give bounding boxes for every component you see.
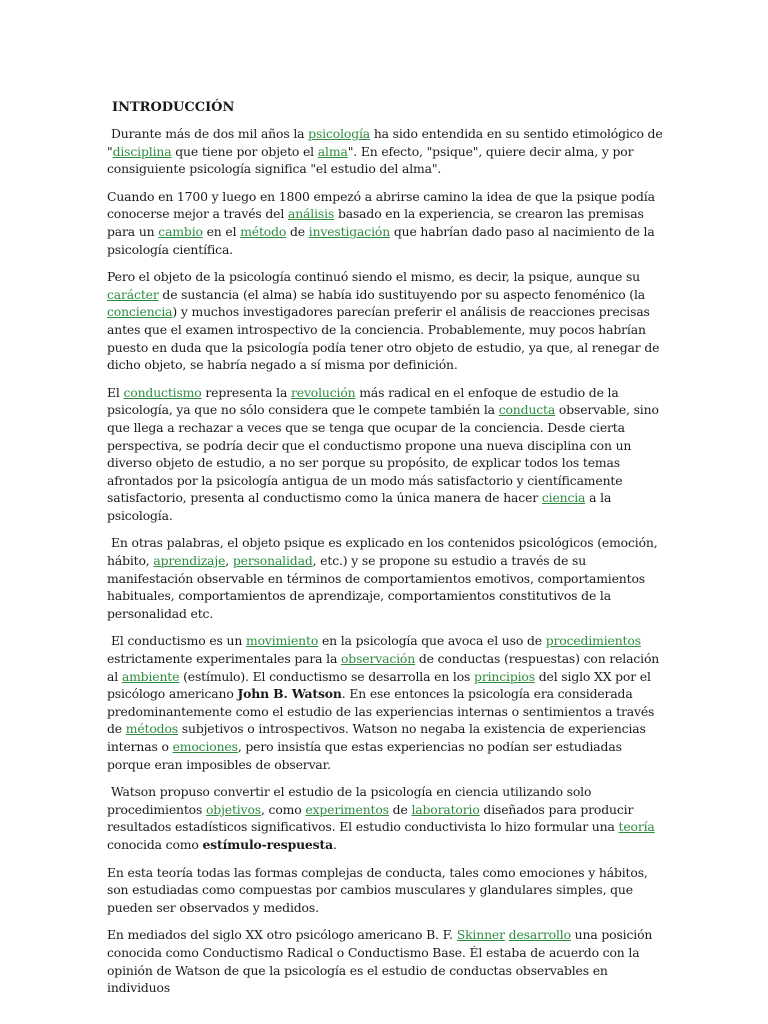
text-run: En mediados del siglo XX otro psicólogo americano B. F.: [107, 927, 457, 943]
link-cambio[interactable]: cambio: [158, 223, 203, 239]
text-run: , etc.) y se propone su estudio a través de su manifestación observable en términos de comportamientos emotivos, comportamientos habituales, comportamientos de aprendizaje, comportamientos constitutivos de la personalidad etc.: [107, 553, 645, 621]
link-investigacion[interactable]: investigación: [308, 223, 391, 239]
text-run: subjetivos o introspectivos. Watson no negaba la existencia de experiencias internas o: [107, 721, 646, 754]
link-metodo[interactable]: método: [240, 223, 287, 239]
paragraph-8: [107, 864, 663, 917]
link-objetivos[interactable]: objetivos: [206, 801, 261, 817]
bold-text: estímulo-respuesta: [202, 836, 333, 852]
text-run: que tiene por objeto el: [171, 143, 318, 159]
link-alma[interactable]: alma: [317, 143, 348, 159]
text-run: conocida como: [107, 836, 203, 852]
text-run: diseñados para producir resultados estadísticos significativos. El estudio conductivista lo hizo formular una: [107, 801, 634, 835]
text-run: de conductas (respuestas) con relación al: [107, 651, 660, 684]
link-ciencia[interactable]: ciencia: [541, 490, 586, 506]
paragraph-4: [107, 384, 663, 525]
text-run: que habrían dado paso al nacimiento de la psicología científica.: [107, 223, 655, 257]
text-run: ) y muchos investigadores parecían preferir el análisis de reacciones precisas antes que el examen introspectivo de la conciencia. Probablemente, muy pocos habrían puesto en duda que la psicología podía tener otro objeto de estudio, ya que, al renegar de dicho objeto, se habría negado a sí misma por definición.: [107, 304, 660, 373]
bold-text: John B. Watson: [237, 686, 342, 702]
text-run: Cuando en 1700 y luego en 1800 empezó a abrirse camino la idea de que la psique podía conocerse mejor a través del: [107, 188, 655, 222]
text-run: estrictamente experimentales para la: [107, 651, 341, 667]
text-run: más radical en el enfoque de estudio de la psicología, ya que no sólo considera que le compete también la: [107, 384, 619, 418]
link-psicologia[interactable]: psicología: [308, 126, 371, 141]
text-run: ,: [225, 553, 233, 569]
link-aprendizaje[interactable]: aprendizaje: [153, 553, 226, 569]
link-ambiente[interactable]: ambiente: [121, 668, 180, 684]
link-principios[interactable]: principios: [474, 668, 535, 684]
link-experimentos[interactable]: experimentos: [305, 801, 389, 817]
text-run: Durante más de dos mil años la: [111, 126, 309, 141]
link-conciencia[interactable]: conciencia: [107, 304, 173, 320]
link-emociones[interactable]: emociones: [172, 739, 238, 754]
link-teoria[interactable]: teoría: [618, 819, 655, 835]
paragraph-9: [107, 926, 663, 996]
link-metodos[interactable]: métodos: [125, 721, 178, 737]
text-run: El conductismo es un: [111, 633, 247, 649]
paragraph-1: [107, 125, 663, 178]
link-conductismo[interactable]: conductismo: [123, 384, 202, 400]
text-run: ". En efecto, "psique", quiere decir alma, y por consiguiente psicología significa "el estudio del alma".: [107, 143, 634, 177]
text-run: en la psicología que avoca el uso de: [318, 633, 546, 649]
link-personalidad[interactable]: personalidad: [232, 553, 313, 569]
text-run: basado en la experiencia, se crearon las premisas para un: [107, 206, 644, 239]
text-run: . En ese entonces la psicología era considerada predominantemente como el estudio de las experiencias internas o sentimientos a través de: [107, 686, 655, 737]
link-revolucion[interactable]: revolución: [291, 384, 356, 400]
text-run: de sustancia (el alma) se había ido sustituyendo por su aspecto fenoménico (la: [158, 286, 646, 302]
text-run: Pero el objeto de la psicología continuó siendo el mismo, es decir, la psique, aunque su: [107, 269, 641, 285]
link-conducta[interactable]: conducta: [498, 402, 556, 418]
document-title: INTRODUCCIÓN: [112, 100, 235, 115]
document-body: [107, 125, 663, 997]
link-caracter[interactable]: carácter: [107, 286, 159, 302]
link-observacion[interactable]: observación: [340, 651, 416, 667]
link-analisis[interactable]: análisis: [287, 206, 335, 222]
text-run: , como: [260, 801, 306, 817]
text-run: del siglo XX por el psicólogo americano: [107, 668, 651, 702]
document-page: [107, 99, 663, 1007]
text-run: representa la: [201, 384, 291, 400]
link-disciplina[interactable]: disciplina: [112, 143, 172, 159]
text-run: En otras palabras, el objeto psique es explicado en los contenidos psicológicos (emoción, hábito,: [107, 535, 658, 569]
text-run: , pero insistía que estas experiencias no podían ser estudiadas porque eran imposibles de observar.: [107, 739, 622, 772]
text-run: de: [286, 223, 309, 239]
text-run: a la psicología.: [107, 490, 612, 523]
text-run: En esta teoría todas las formas complejas de conducta, tales como emociones y hábitos, son estudiadas como compuestas por cambios musculares y glandulares simples, que pueden ser observados y medidos.: [107, 864, 648, 915]
link-skinner[interactable]: Skinner: [456, 927, 505, 943]
paragraph-7: [107, 783, 663, 853]
text-run: observable, sino que llega a rechazar a veces que se tenga que ocupar de la conciencia. Desde cierta perspectiva, se podría decir que el conductismo propone una nueva disciplina con un diverso objeto de estudio, a no ser porque su propósito, de explicar todos los temas afrontados por la psicología antigua de un modo más satisfactorio y científicamente satisfactorio, presenta al conductismo como la única manera de hacer: [107, 402, 659, 506]
link-movimiento[interactable]: movimiento: [246, 633, 319, 649]
text-run: una posición conocida como Conductismo Radical o Conductismo Base. Él estaba de acuerdo con la opinión de Watson de que la psicología es el estudio de conductas observables en individuos: [107, 927, 653, 996]
paragraph-3: [107, 268, 663, 374]
text-run: en el: [202, 223, 241, 239]
paragraph-2: [107, 188, 663, 258]
text-run: El: [107, 384, 124, 400]
link-procedimientos[interactable]: procedimientos: [545, 633, 641, 649]
text-run: ha sido entendida en su sentido etimológico de ": [107, 126, 663, 159]
text-run: de: [388, 801, 412, 817]
text-run: (estímulo). El conductismo se desarrolla en los: [179, 668, 475, 684]
paragraph-5: [107, 534, 663, 622]
text-run: Watson propuso convertir el estudio de la psicología en ciencia utilizando solo procedimientos: [107, 784, 592, 817]
link-laboratorio[interactable]: laboratorio: [411, 801, 480, 817]
link-desarrollo[interactable]: desarrollo: [508, 927, 571, 943]
text-run: .: [332, 836, 337, 852]
paragraph-6: [107, 632, 663, 773]
